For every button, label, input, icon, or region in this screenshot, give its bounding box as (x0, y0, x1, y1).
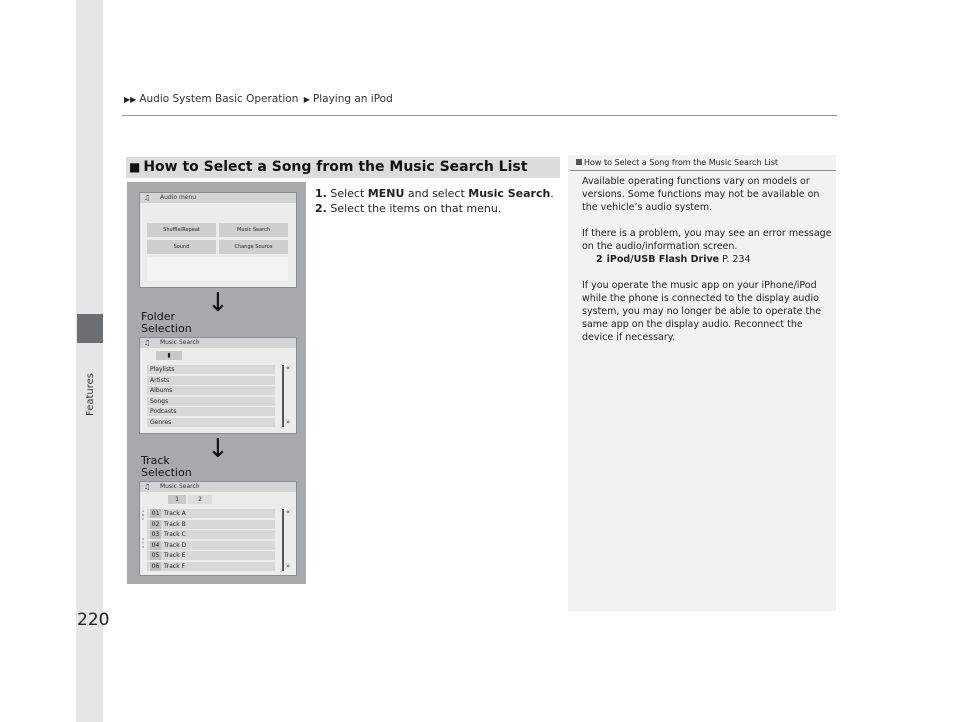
music-search-titlebar (140, 482, 296, 492)
section-heading-text: How to Select a Song from the Music Search List (143, 159, 528, 175)
track-name: Track E (164, 552, 186, 559)
side-tab-label: Features (85, 373, 96, 416)
figure-panel (127, 182, 306, 584)
step-1 (315, 186, 554, 201)
note-paragraph: Available operating functions vary on models or versions. Some functions may not be available on the vehicle’s audio system. (582, 176, 820, 213)
note-marker-icon (576, 159, 582, 165)
track-number: 06 (151, 563, 160, 570)
sound-button[interactable]: Sound (147, 240, 216, 254)
note-body (582, 175, 832, 357)
page-number: 220 (77, 610, 110, 630)
scrollbar[interactable] (282, 365, 284, 427)
breadcrumb-arrow-icon: ▶ (303, 95, 310, 104)
list-item[interactable]: Genres (147, 418, 275, 427)
track-number: 02 (151, 521, 160, 528)
folder-tab-icon[interactable]: ▮ (156, 351, 182, 360)
track-name: Track A (164, 510, 186, 517)
change-source-button[interactable]: Change Source (219, 240, 288, 254)
music-note-icon: ♫ (144, 194, 151, 202)
note-paragraph: If there is a problem, you may see an error message on the audio/information screen. (582, 228, 832, 252)
step-music-search-keyword: Music Search (468, 187, 551, 200)
audio-menu-title: Audio menu (160, 194, 197, 201)
list-item[interactable]: Artists (147, 376, 275, 385)
scroll-down-icon[interactable]: » (285, 562, 291, 570)
music-note-icon: ♫ (144, 339, 151, 347)
list-item[interactable]: Podcasts (147, 407, 275, 416)
track-name: Track C (164, 531, 186, 538)
menu-blank-area (147, 257, 288, 281)
step-2 (315, 201, 554, 216)
track-number: 01 (151, 510, 160, 517)
section-marker-icon: ■ (129, 160, 141, 174)
step-number: 2. (315, 202, 327, 215)
music-search-titlebar (140, 338, 296, 348)
track-name: Track D (164, 542, 187, 549)
step-text: Select (330, 187, 368, 200)
section-heading (126, 157, 560, 178)
note-divider (570, 170, 836, 171)
step-text: Select the items on that menu. (330, 202, 502, 215)
music-search-track-screen (139, 481, 297, 576)
scrollbar[interactable] (282, 509, 284, 571)
scroll-up-icon[interactable]: « (285, 364, 291, 372)
scroll-up-icon[interactable]: « (285, 508, 291, 516)
audio-menu-titlebar (140, 193, 296, 203)
music-search-button[interactable]: Music Search (219, 223, 288, 237)
note-title-text: How to Select a Song from the Music Search List (584, 158, 779, 167)
folder-selection-label (141, 311, 192, 335)
track-name: Track F (164, 563, 186, 570)
step-number: 1. (315, 187, 327, 200)
cross-reference-link[interactable] (582, 253, 832, 266)
folder-label-line1: Folder (141, 310, 175, 323)
music-search-title: Music Search (160, 483, 200, 490)
table-row[interactable] (147, 530, 275, 539)
track-number: 03 (151, 531, 160, 538)
table-row[interactable] (147, 509, 275, 518)
alpha-index-icon[interactable]: A B C X Y Z (142, 509, 145, 549)
breadcrumb (124, 93, 393, 105)
note-paragraph: If you operate the music app on your iPhone/iPod while the phone is connected to the display audio system, you may no longer be able to operate the same app on the display audio. Reconnect the device if necessary. (582, 280, 822, 343)
header-divider (122, 115, 837, 116)
side-tab-marker (77, 314, 103, 343)
table-row[interactable] (147, 562, 275, 571)
music-search-title: Music Search (160, 339, 200, 346)
folder-label-line2: Selection (141, 322, 192, 335)
track-number: 04 (151, 542, 160, 549)
step-menu-keyword: MENU (367, 187, 405, 200)
breadcrumb-item-ipod[interactable]: Playing an iPod (312, 93, 393, 105)
breadcrumb-item-audio[interactable]: Audio System Basic Operation (139, 93, 299, 105)
list-item[interactable]: Albums (147, 386, 275, 395)
step-text: and select (404, 187, 469, 200)
list-item[interactable]: Playlists (147, 365, 275, 374)
audio-menu-screen (139, 192, 297, 288)
folder-tab-2[interactable]: 2 (188, 495, 212, 504)
track-selection-label (141, 455, 192, 479)
folder-tab-1[interactable]: 1 (168, 495, 186, 504)
music-note-icon: ♫ (144, 483, 151, 491)
scroll-down-icon[interactable]: » (285, 418, 291, 426)
cross-reference-page: P. 234 (719, 254, 751, 265)
cross-reference-marker: 2 (596, 254, 603, 265)
track-label-line1: Track (141, 454, 170, 467)
down-arrow-icon: ↓ (207, 288, 229, 318)
track-name: Track B (164, 521, 186, 528)
shuffle-repeat-button[interactable]: Shuffle/Repeat (147, 223, 216, 237)
cross-reference-title: iPod/USB Flash Drive (606, 254, 720, 265)
track-label-line2: Selection (141, 466, 192, 479)
steps-list (315, 186, 554, 216)
table-row[interactable] (147, 551, 275, 560)
list-item[interactable]: Songs (147, 397, 275, 406)
note-title (576, 158, 778, 167)
table-row[interactable] (147, 520, 275, 529)
music-search-folder-screen (139, 337, 297, 434)
table-row[interactable] (147, 541, 275, 550)
track-number: 05 (151, 552, 160, 559)
breadcrumb-arrow-icon: ▶▶ (124, 95, 137, 104)
down-arrow-icon: ↓ (207, 434, 229, 464)
step-text: . (550, 187, 554, 200)
